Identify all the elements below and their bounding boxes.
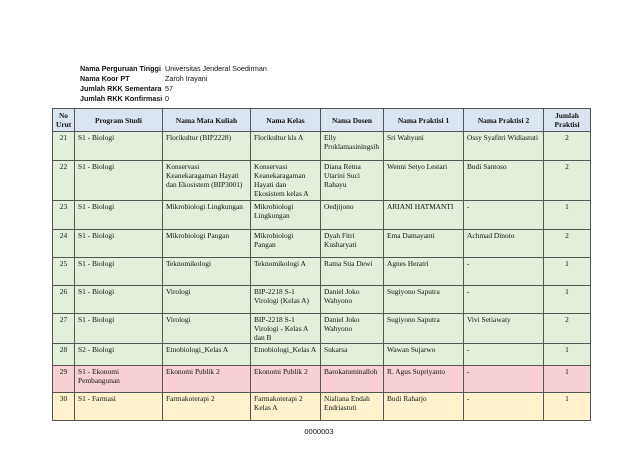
cell-text: -: [467, 367, 470, 376]
cell-praktisi-2: [464, 286, 544, 314]
cell-text: S2 - Biologi: [78, 345, 115, 354]
cell-no-urut: [53, 366, 75, 393]
cell-text: Etnobiologi_Kelas A: [166, 345, 229, 354]
table-row: [53, 201, 591, 230]
cell-jumlah-praktisi: [544, 344, 591, 366]
cell-nama-dosen: [321, 314, 384, 344]
info-value: 57: [165, 84, 173, 93]
cell-jumlah-praktisi: [544, 258, 591, 286]
cell-mata-kuliah: [163, 366, 251, 393]
cell-no-urut: [53, 161, 75, 201]
cell-text: Sukarsa: [324, 345, 348, 354]
cell-text: 24: [59, 231, 68, 240]
cell-text: Nialiana Endah Endriastuti: [324, 394, 370, 412]
info-value: 0: [165, 94, 169, 103]
cell-text: ARIANI HATMANTI: [387, 202, 454, 211]
cell-text: Agnes Heratri: [387, 259, 429, 268]
cell-text: Virologi: [166, 287, 191, 296]
cell-text: BIP-2218 S-1 Virologi - Kelas A dan B: [254, 315, 308, 342]
cell-nama-dosen: [321, 201, 384, 230]
table-row: [53, 393, 591, 421]
cell-no-urut: [53, 344, 75, 366]
info-row-rkk-temporary: [80, 84, 267, 94]
cell-text: Virologi: [166, 315, 191, 324]
info-row-university: [80, 64, 267, 74]
cell-mata-kuliah: [163, 258, 251, 286]
cell-nama-kelas: [251, 286, 321, 314]
cell-nama-dosen: [321, 344, 384, 366]
cell-text: 26: [59, 287, 68, 296]
cell-text: S1 - Biologi: [78, 287, 115, 296]
cell-text: Sugiyono Saputra: [387, 315, 440, 324]
cell-text: S1 - Biologi: [78, 133, 115, 142]
cell-jumlah-praktisi: [544, 230, 591, 258]
cell-text: 1: [565, 259, 569, 268]
cell-text: Teknomikologi: [166, 259, 212, 268]
header-no-urut: No Urut: [53, 109, 75, 132]
cell-text: -: [467, 202, 470, 211]
cell-nama-kelas: [251, 314, 321, 344]
table-row: [53, 161, 591, 201]
cell-text: -: [467, 259, 470, 268]
cell-text: Florikultur kls A: [254, 133, 304, 142]
cell-text: Mikrobiologi Pangan: [254, 231, 294, 249]
cell-jumlah-praktisi: [544, 393, 591, 421]
cell-text: -: [467, 345, 470, 354]
cell-text: 27: [59, 315, 68, 324]
cell-text: 22: [59, 162, 68, 171]
cell-text: 1: [565, 367, 569, 376]
cell-jumlah-praktisi: [544, 161, 591, 201]
cell-nama-kelas: [251, 344, 321, 366]
cell-praktisi-1: [384, 230, 464, 258]
cell-nama-dosen: [321, 366, 384, 393]
cell-praktisi-1: [384, 161, 464, 201]
info-row-coordinator: [80, 74, 267, 84]
cell-text: Oedjijono: [324, 202, 354, 211]
cell-program-studi: [75, 132, 163, 161]
cell-text: Budi Raharjo: [387, 394, 427, 403]
cell-text: Ossy Syafitri Widiastuti: [467, 133, 539, 142]
cell-text: Teknomikologi A: [254, 259, 306, 268]
table-row: [53, 314, 591, 344]
cell-text: Dyah Fitri Kusharyati: [324, 231, 357, 249]
cell-text: Daniel Joko Wahyono: [324, 315, 360, 333]
cell-mata-kuliah: [163, 230, 251, 258]
cell-nama-kelas: [251, 161, 321, 201]
cell-mata-kuliah: [163, 286, 251, 314]
info-label: Jumlah RKK Sementara: [80, 84, 162, 93]
cell-text: Konservasi Keanekaragaman Hayati dan Ekosistem (BIP3001): [166, 162, 243, 189]
cell-text: Mikrobiologi Lingkungan: [166, 202, 243, 211]
cell-nama-dosen: [321, 132, 384, 161]
cell-mata-kuliah: [163, 132, 251, 161]
table-row: [53, 344, 591, 366]
cell-text: Sugiyono Saputra: [387, 287, 440, 296]
header-jumlah-praktisi: Jumlah Praktisi: [544, 109, 591, 132]
table-row: [53, 366, 591, 393]
cell-jumlah-praktisi: [544, 286, 591, 314]
cell-praktisi-1: [384, 314, 464, 344]
cell-nama-kelas: [251, 366, 321, 393]
cell-nama-dosen: [321, 161, 384, 201]
header-program-studi: Program Studi: [75, 109, 163, 132]
cell-text: 1: [565, 345, 569, 354]
cell-text: 2: [565, 231, 569, 240]
cell-jumlah-praktisi: [544, 201, 591, 230]
cell-nama-dosen: [321, 258, 384, 286]
cell-no-urut: [53, 393, 75, 421]
cell-text: 28: [59, 345, 68, 354]
cell-praktisi-2: [464, 230, 544, 258]
cell-jumlah-praktisi: [544, 314, 591, 344]
info-label: Jumlah RKK Konfirmasi: [80, 94, 163, 103]
cell-no-urut: [53, 258, 75, 286]
cell-text: Ema Damayanti: [387, 231, 435, 240]
info-value: Universitas Jenderal Soedirman: [165, 64, 267, 73]
cell-text: 29: [59, 367, 68, 376]
cell-praktisi-1: [384, 286, 464, 314]
rkk-table: [52, 108, 591, 421]
cell-text: Ekonomi Publik 2: [254, 367, 308, 376]
cell-jumlah-praktisi: [544, 132, 591, 161]
cell-text: 21: [59, 133, 68, 142]
cell-program-studi: [75, 201, 163, 230]
cell-praktisi-2: [464, 161, 544, 201]
cell-text: 1: [565, 287, 569, 296]
header-praktisi-1: Nama Praktisi 1: [384, 109, 464, 132]
cell-nama-dosen: [321, 230, 384, 258]
header-mata-kuliah: Nama Mata Kuliah: [163, 109, 251, 132]
cell-text: 2: [565, 133, 569, 142]
cell-text: Konservasi Keanekaragaman Hayati dan Ekosistem kelas A: [254, 162, 309, 198]
cell-nama-kelas: [251, 393, 321, 421]
cell-no-urut: [53, 314, 75, 344]
info-label: Nama Koor PT: [80, 74, 130, 83]
institution-info: [80, 64, 267, 104]
cell-text: Farmakoterapi 2 Kelas A: [254, 394, 303, 412]
cell-text: -: [467, 287, 470, 296]
cell-praktisi-1: [384, 366, 464, 393]
table-row: [53, 230, 591, 258]
cell-text: Budi Santoso: [467, 162, 507, 171]
cell-text: Wawan Sujarwo: [387, 345, 436, 354]
cell-program-studi: [75, 286, 163, 314]
cell-nama-dosen: [321, 286, 384, 314]
cell-no-urut: [53, 230, 75, 258]
cell-praktisi-1: [384, 258, 464, 286]
cell-mata-kuliah: [163, 161, 251, 201]
cell-text: 30: [59, 394, 68, 403]
cell-praktisi-2: [464, 314, 544, 344]
cell-program-studi: [75, 230, 163, 258]
header-nama-dosen: Nama Dosen: [321, 109, 384, 132]
cell-text: -: [467, 394, 470, 403]
cell-program-studi: [75, 314, 163, 344]
info-label: Nama Perguruan Tinggi: [80, 64, 161, 73]
cell-text: R. Agus Supriyanto: [387, 367, 446, 376]
cell-no-urut: [53, 286, 75, 314]
cell-text: 2: [565, 315, 569, 324]
cell-mata-kuliah: [163, 201, 251, 230]
cell-praktisi-1: [384, 132, 464, 161]
cell-no-urut: [53, 132, 75, 161]
page-number: 0000003: [304, 427, 334, 436]
cell-program-studi: [75, 258, 163, 286]
cell-program-studi: [75, 393, 163, 421]
cell-text: S1 - Biologi: [78, 315, 115, 324]
header-nama-kelas: Nama Kelas: [251, 109, 321, 132]
info-row-rkk-confirmed: [80, 94, 267, 104]
cell-praktisi-1: [384, 201, 464, 230]
cell-text: Daniel Joko Wahyono: [324, 287, 360, 305]
cell-praktisi-2: [464, 132, 544, 161]
cell-praktisi-2: [464, 344, 544, 366]
cell-praktisi-2: [464, 393, 544, 421]
cell-nama-kelas: [251, 230, 321, 258]
cell-nama-kelas: [251, 201, 321, 230]
cell-text: BIP-2218 S-1 Virologi (Kelas A): [254, 287, 309, 305]
cell-program-studi: [75, 366, 163, 393]
cell-program-studi: [75, 344, 163, 366]
cell-text: Sri Wahyuni: [387, 133, 424, 142]
cell-mata-kuliah: [163, 344, 251, 366]
cell-praktisi-2: [464, 258, 544, 286]
info-value: Zaroh Irayani: [165, 74, 208, 83]
cell-text: Achmad Dinoto: [467, 231, 515, 240]
cell-nama-dosen: [321, 393, 384, 421]
cell-text: Wenni Setyo Lestari: [387, 162, 448, 171]
cell-nama-kelas: [251, 132, 321, 161]
cell-text: S1 - Biologi: [78, 202, 115, 211]
cell-nama-kelas: [251, 258, 321, 286]
cell-text: 25: [59, 259, 68, 268]
cell-text: Ratna Stia Dewi: [324, 259, 373, 268]
cell-program-studi: [75, 161, 163, 201]
cell-text: Mikrobiologi Lingkungan: [254, 202, 294, 220]
cell-text: 23: [59, 202, 68, 211]
table-row: [53, 258, 591, 286]
cell-no-urut: [53, 201, 75, 230]
table-row: [53, 286, 591, 314]
cell-text: 1: [565, 394, 569, 403]
cell-text: Etnobiologi_Kelas A: [254, 345, 317, 354]
cell-text: S1 - Farmasi: [78, 394, 116, 403]
header-praktisi-2: Nama Praktisi 2: [464, 109, 544, 132]
cell-text: Elly Proklamasiningsih: [324, 133, 380, 151]
table-row: [53, 132, 591, 161]
cell-text: S1 - Biologi: [78, 162, 115, 171]
cell-text: Barokatuminalloh: [324, 367, 378, 376]
cell-praktisi-2: [464, 201, 544, 230]
cell-text: S1 - Ekonomi Pembangunan: [78, 367, 120, 385]
cell-praktisi-2: [464, 366, 544, 393]
cell-text: Vivi Setiawaty: [467, 315, 511, 324]
table-header-row: [53, 109, 591, 132]
cell-mata-kuliah: [163, 393, 251, 421]
cell-praktisi-1: [384, 344, 464, 366]
cell-text: S1 - Biologi: [78, 259, 115, 268]
cell-text: 2: [565, 162, 569, 171]
cell-text: Ekonomi Publik 2: [166, 367, 220, 376]
cell-text: 1: [565, 202, 569, 211]
cell-text: Florikultur (BIP2228): [166, 133, 232, 142]
cell-text: Diana Retna Utarini Suci Rahayu: [324, 162, 361, 189]
cell-text: Farmakoterapi 2: [166, 394, 215, 403]
cell-praktisi-1: [384, 393, 464, 421]
cell-mata-kuliah: [163, 314, 251, 344]
cell-jumlah-praktisi: [544, 366, 591, 393]
cell-text: Mikrobiologi Pangan: [166, 231, 230, 240]
cell-text: S1 - Biologi: [78, 231, 115, 240]
